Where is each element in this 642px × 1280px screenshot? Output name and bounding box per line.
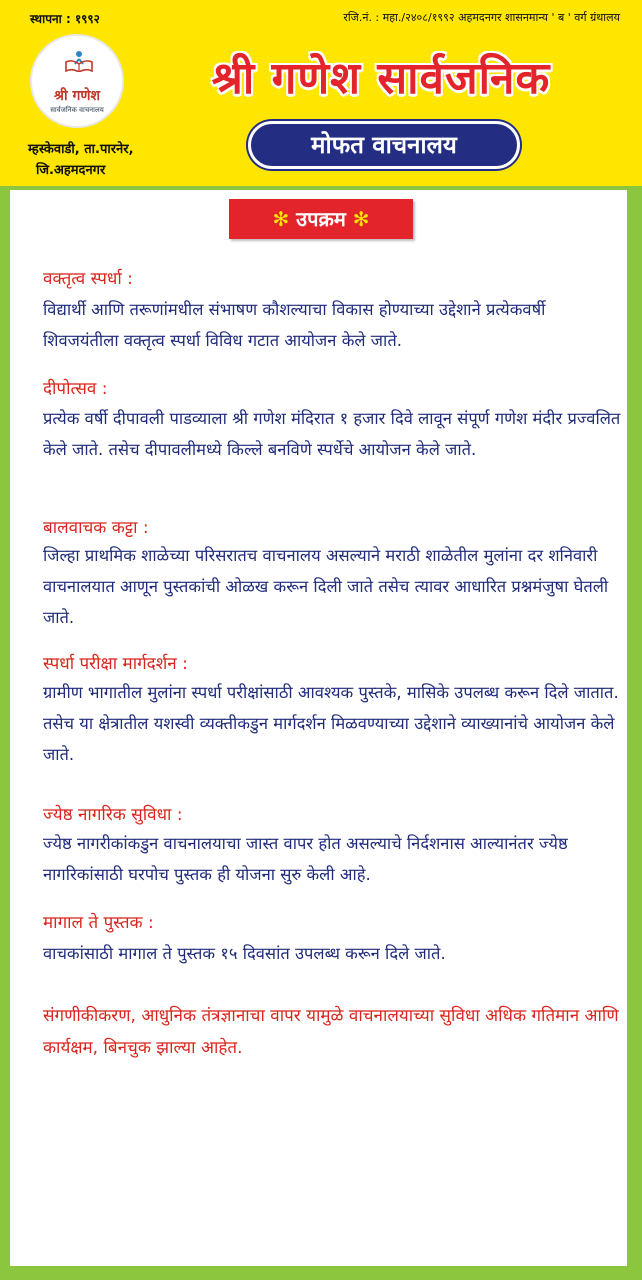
library-title: श्री गणेश सार्वजनिक <box>211 53 551 104</box>
activities-heading-label: उपक्रम <box>296 207 346 231</box>
star-icon: ✻ <box>352 207 370 231</box>
section-body: विद्यार्थी आणि तरूणांमधील संभाषण कौशल्याचा विकास होण्याच्या उद्देशाने प्रत्येकवर्षी शिवजयंतीला वक्तृत्व स्पर्धा विविध गटात आयोजन केले जाते. <box>43 300 546 350</box>
section-title: मागाल ते पुस्तक : <box>43 913 154 933</box>
section-body: प्रत्येक वर्षी दीपावली पाडव्याला श्री गणेश मंदिरात १ हजार दिवे लावून संपूर्ण गणेश मंदीर प्रज्वलित केले जाते. तसेच दीपावलीमध्ये किल्ले बनविणे स्पर्धेचे आयोजन केले जाते. <box>43 409 621 459</box>
section-title: वक्तृत्व स्पर्धा : <box>43 269 133 289</box>
section-title: बालवाचक कट्टा : <box>43 518 149 538</box>
star-icon: ✻ <box>272 207 290 231</box>
established-year: स्थापना : १९९२ <box>30 12 100 26</box>
logo-text: श्री गणेश <box>54 88 100 104</box>
address-line-1: म्हस्केवाडी, ता.पारनेर, <box>28 142 134 157</box>
open-book-icon <box>64 50 94 72</box>
section-body: ग्रामीण भागातील मुलांना स्पर्धा परीक्षांसाठी आवश्यक पुस्तके, मासिके उपलब्ध करून दिले जातात. तसेच या क्षेत्रातील यशस्वी व्यक्तीकडुन मार्गदर्शन मिळवण्याच्या उद्देशाने व्याख्यानांचे आयोजन केले जाते. <box>43 683 619 764</box>
section-title: स्पर्धा परीक्षा मार्गदर्शन : <box>43 654 188 674</box>
address-line-2: जि.अहमदनगर <box>36 163 106 178</box>
free-library-badge: मोफत वाचनालय <box>248 121 520 169</box>
logo-subtext: सार्वजनिक वाचनालय <box>50 106 104 114</box>
registration-number: रजि.नं. : महा./२४०८/१९९२ अहमदनगर शासनमान्य ' ब ' वर्ग ग्रंथालय <box>343 11 620 24</box>
library-logo <box>30 34 124 128</box>
activities-heading <box>229 199 413 239</box>
closing-statement: संगणीकीकरण, आधुनिक तंत्रज्ञानाचा वापर यामुळे वाचनालयाच्या सुविधा अधिक गतिमान आणि कार्यक्षम, बिनचुक झाल्या आहेत. <box>43 1006 619 1058</box>
header-banner <box>0 0 642 186</box>
section-title: ज्येष्ठ नागरिक सुविधा : <box>43 805 183 825</box>
section-body: ज्येष्ठ नागरीकांकडुन वाचनालयाचा जास्त वापर होत असल्याचे निर्दशनास आल्यानंतर ज्येष्ठ नागरिकांसाठी घरपोच पुस्तक ही योजना सुरु केली आहे. <box>43 834 568 884</box>
section-title: दीपोत्सव : <box>43 379 108 399</box>
section-body: वाचकांसाठी मागाल ते पुस्तक १५ दिवसांत उपलब्ध करून दिले जाते. <box>43 944 446 963</box>
section-body: जिल्हा प्राथमिक शाळेच्या परिसरातच वाचनालय असल्याने मराठी शाळेतील मुलांना दर शनिवारी वाचनालयात आणून पुस्तकांची ओळख करून दिली जाते तसेच त्यावर आधारित प्रश्नमंजुषा घेतली जाते. <box>43 546 609 627</box>
